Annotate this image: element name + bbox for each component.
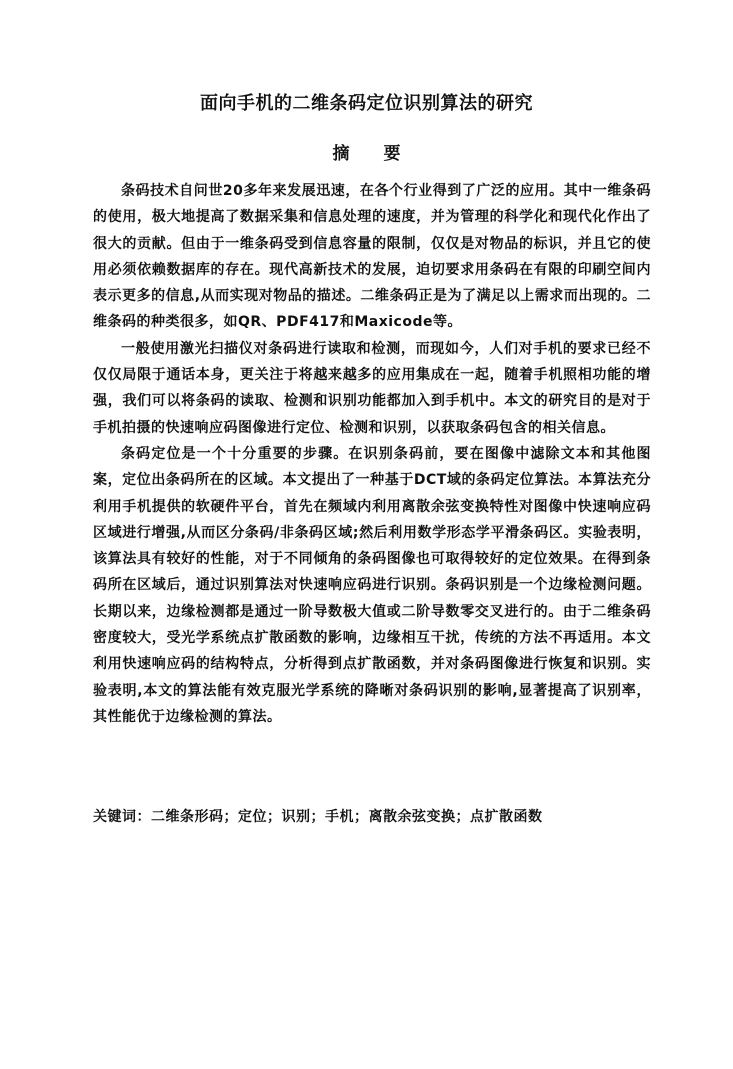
- keywords-line: 关键词：二维条形码；定位；识别；手机；离散余弦变换；点扩散函数: [93, 809, 543, 825]
- paper-title: 面向手机的二维条码定位识别算法的研究: [200, 93, 533, 114]
- abstract-paragraph-3: 条码定位是一个十分重要的步骤。在识别条码前，要在图像中滤除文本和其他图案，定位出条码所在的区域。本文提出了一种基于DCT域的条码定位算法。本算法充分利用手机提供的软硬件平台，首先在频域内利用离散余弦变换特性对图像中快速响应码区域进行增强,从而区分条码/非条码区域;然后利用数学形态学平滑条码区。实验表明，该算法具有较好的性能，对于不同倾角的条码图像也可取得较好的定位效果。在得到条码所在区域后，通过识别算法对快速响应码进行识别。条码识别是一个边缘检测问题。长期以来，边缘检测都是通过一阶导数极大值或二阶导数零交叉进行的。由于二维条码密度较大，受光学系统点扩散函数的影响，边缘相互干扰，传统的方法不再适用。本文利用快速响应码的结构特点，分析得到点扩散函数，并对条码图像进行恢复和识别。实验表明,本文的算法能有效克服光学系统的降晰对条码识别的影响,显著提高了识别率，其性能优于边缘检测的算法。: [93, 445, 651, 725]
- abstract-paragraph-2: 一般使用激光扫描仪对条码进行读取和检测，而现如今，人们对手机的要求已经不仅仅局限于通话本身，更关注于将越来越多的应用集成在一起，随着手机照相功能的增强，我们可以将条码的读取、检测和识别功能都加入到手机中。本文的研究目的是对于手机拍摄的快速响应码图像进行定位、检测和识别，以获取条码包含的相关信息。: [93, 340, 651, 436]
- abstract-heading-char-1: 摘: [332, 144, 350, 164]
- abstract-heading: [0, 143, 733, 165]
- abstract-heading-char-2: 要: [383, 144, 401, 164]
- abstract-body: [93, 178, 651, 730]
- abstract-paragraph-1: 条码技术自问世20多年来发展迅速，在各个行业得到了广泛的应用。其中一维条码的使用，极大地提高了数据采集和信息处理的速度，并为管理的科学化和现代化作出了很大的贡献。但由于一维条码受到信息容量的限制，仅仅是对物品的标识，并且它的使用必须依赖数据库的存在。现代高新技术的发展，迫切要求用条码在有限的印刷空间内表示更多的信息,从而实现对物品的描述。二维条码正是为了满足以上需求而出现的。二维条码的种类很多，如QR、PDF417和Maxicode等。: [93, 183, 651, 331]
